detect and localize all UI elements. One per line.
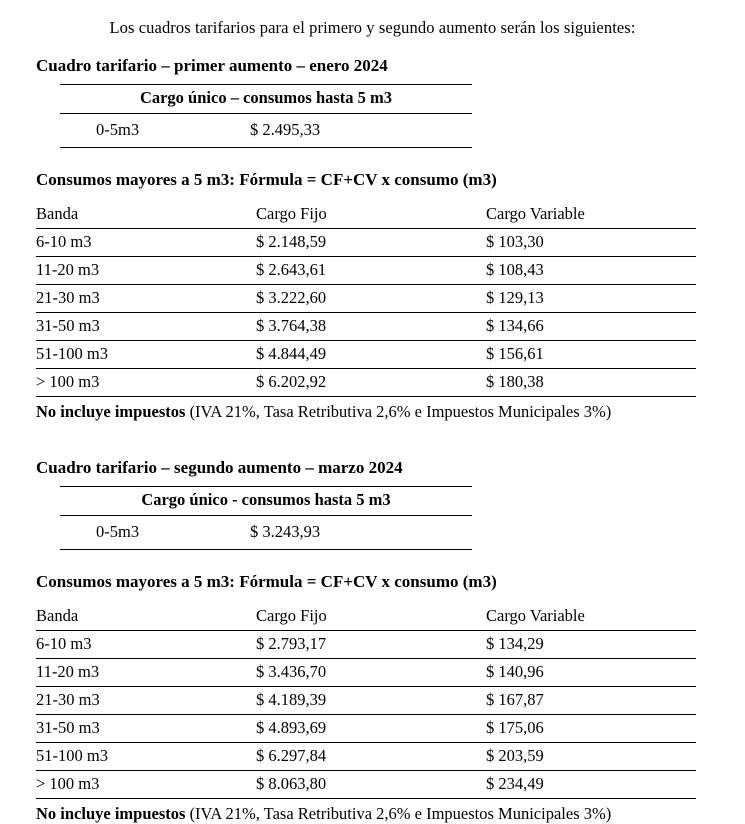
rates-table-second	[36, 604, 696, 799]
unique-charge-table-second	[60, 486, 472, 550]
cell-band: 6-10 m3	[36, 229, 256, 257]
cell-fixed-charge: $ 2.643,61	[256, 257, 486, 285]
cell-variable-charge: $ 180,38	[486, 369, 696, 397]
formula-text-second: Consumos mayores a 5 m3: Fórmula = CF+CV x consumo (m3)	[36, 572, 497, 591]
cell-band: 51-100 m3	[36, 743, 256, 771]
column-header-variable-charge: Cargo Variable	[486, 202, 696, 229]
unique-charge-value-first: $ 2.495,33	[250, 120, 321, 139]
table-row	[36, 631, 696, 659]
table-row	[36, 341, 696, 369]
cell-variable-charge: $ 167,87	[486, 687, 696, 715]
cell-fixed-charge: $ 2.148,59	[256, 229, 486, 257]
cell-variable-charge: $ 134,66	[486, 313, 696, 341]
cell-fixed-charge: $ 6.202,92	[256, 369, 486, 397]
table-row	[36, 257, 696, 285]
table-row	[36, 659, 696, 687]
tax-note-bold-first: No incluye impuestos	[36, 402, 186, 421]
cell-band: 31-50 m3	[36, 715, 256, 743]
cell-fixed-charge: $ 6.297,84	[256, 743, 486, 771]
cell-fixed-charge: $ 8.063,80	[256, 771, 486, 799]
section-title-first: Cuadro tarifario – primer aumento – enero 2024	[36, 56, 388, 75]
cell-variable-charge: $ 129,13	[486, 285, 696, 313]
unique-charge-table-first	[60, 84, 472, 148]
cell-fixed-charge: $ 4.844,49	[256, 341, 486, 369]
cell-fixed-charge: $ 3.764,38	[256, 313, 486, 341]
cell-band: 11-20 m3	[36, 257, 256, 285]
rate-section-second	[22, 458, 723, 824]
cell-band: 6-10 m3	[36, 631, 256, 659]
unique-charge-header-second: Cargo único - consumos hasta 5 m3	[60, 486, 472, 516]
cell-band: 51-100 m3	[36, 341, 256, 369]
table-row	[36, 687, 696, 715]
cell-band: > 100 m3	[36, 771, 256, 799]
cell-variable-charge: $ 103,30	[486, 229, 696, 257]
table-row	[36, 743, 696, 771]
table-row	[36, 369, 696, 397]
cell-band: 31-50 m3	[36, 313, 256, 341]
table-row	[36, 285, 696, 313]
rate-section-first	[22, 56, 723, 422]
tax-note-first	[36, 402, 723, 422]
cell-band: 21-30 m3	[36, 285, 256, 313]
tax-note-rest-first: (IVA 21%, Tasa Retributiva 2,6% e Impuestos Municipales 3%)	[185, 402, 612, 421]
table-row	[36, 771, 696, 799]
tax-note-rest-second: (IVA 21%, Tasa Retributiva 2,6% e Impuestos Municipales 3%)	[185, 804, 612, 823]
rates-table-first	[36, 202, 696, 397]
table-row	[36, 229, 696, 257]
column-header-band: Banda	[36, 604, 256, 631]
unique-charge-row-first	[60, 114, 472, 148]
cell-variable-charge: $ 156,61	[486, 341, 696, 369]
tax-note-second	[36, 804, 723, 824]
cell-variable-charge: $ 175,06	[486, 715, 696, 743]
cell-fixed-charge: $ 4.189,39	[256, 687, 486, 715]
tax-note-bold-second: No incluye impuestos	[36, 804, 186, 823]
intro-paragraph: Los cuadros tarifarios para el primero y segundo aumento serán los siguientes:	[109, 18, 636, 37]
cell-fixed-charge: $ 2.793,17	[256, 631, 486, 659]
column-header-fixed-charge: Cargo Fijo	[256, 604, 486, 631]
cell-fixed-charge: $ 4.893,69	[256, 715, 486, 743]
cell-variable-charge: $ 203,59	[486, 743, 696, 771]
column-header-fixed-charge: Cargo Fijo	[256, 202, 486, 229]
column-header-band: Banda	[36, 202, 256, 229]
section-title-second: Cuadro tarifario – segundo aumento – marzo 2024	[36, 458, 403, 477]
cell-variable-charge: $ 234,49	[486, 771, 696, 799]
table-row	[36, 313, 696, 341]
unique-charge-band-second: 0-5m3	[96, 522, 140, 541]
table-row	[36, 715, 696, 743]
unique-charge-header-first: Cargo único – consumos hasta 5 m3	[60, 84, 472, 114]
unique-charge-value-second: $ 3.243,93	[250, 522, 321, 541]
formula-text-first: Consumos mayores a 5 m3: Fórmula = CF+CV x consumo (m3)	[36, 170, 497, 189]
column-header-variable-charge: Cargo Variable	[486, 604, 696, 631]
cell-variable-charge: $ 108,43	[486, 257, 696, 285]
table-header-row	[36, 202, 696, 229]
unique-charge-band-first: 0-5m3	[96, 120, 140, 139]
cell-band: 11-20 m3	[36, 659, 256, 687]
table-header-row	[36, 604, 696, 631]
cell-band: > 100 m3	[36, 369, 256, 397]
cell-band: 21-30 m3	[36, 687, 256, 715]
cell-variable-charge: $ 134,29	[486, 631, 696, 659]
cell-fixed-charge: $ 3.222,60	[256, 285, 486, 313]
cell-variable-charge: $ 140,96	[486, 659, 696, 687]
unique-charge-row-second	[60, 516, 472, 550]
cell-fixed-charge: $ 3.436,70	[256, 659, 486, 687]
